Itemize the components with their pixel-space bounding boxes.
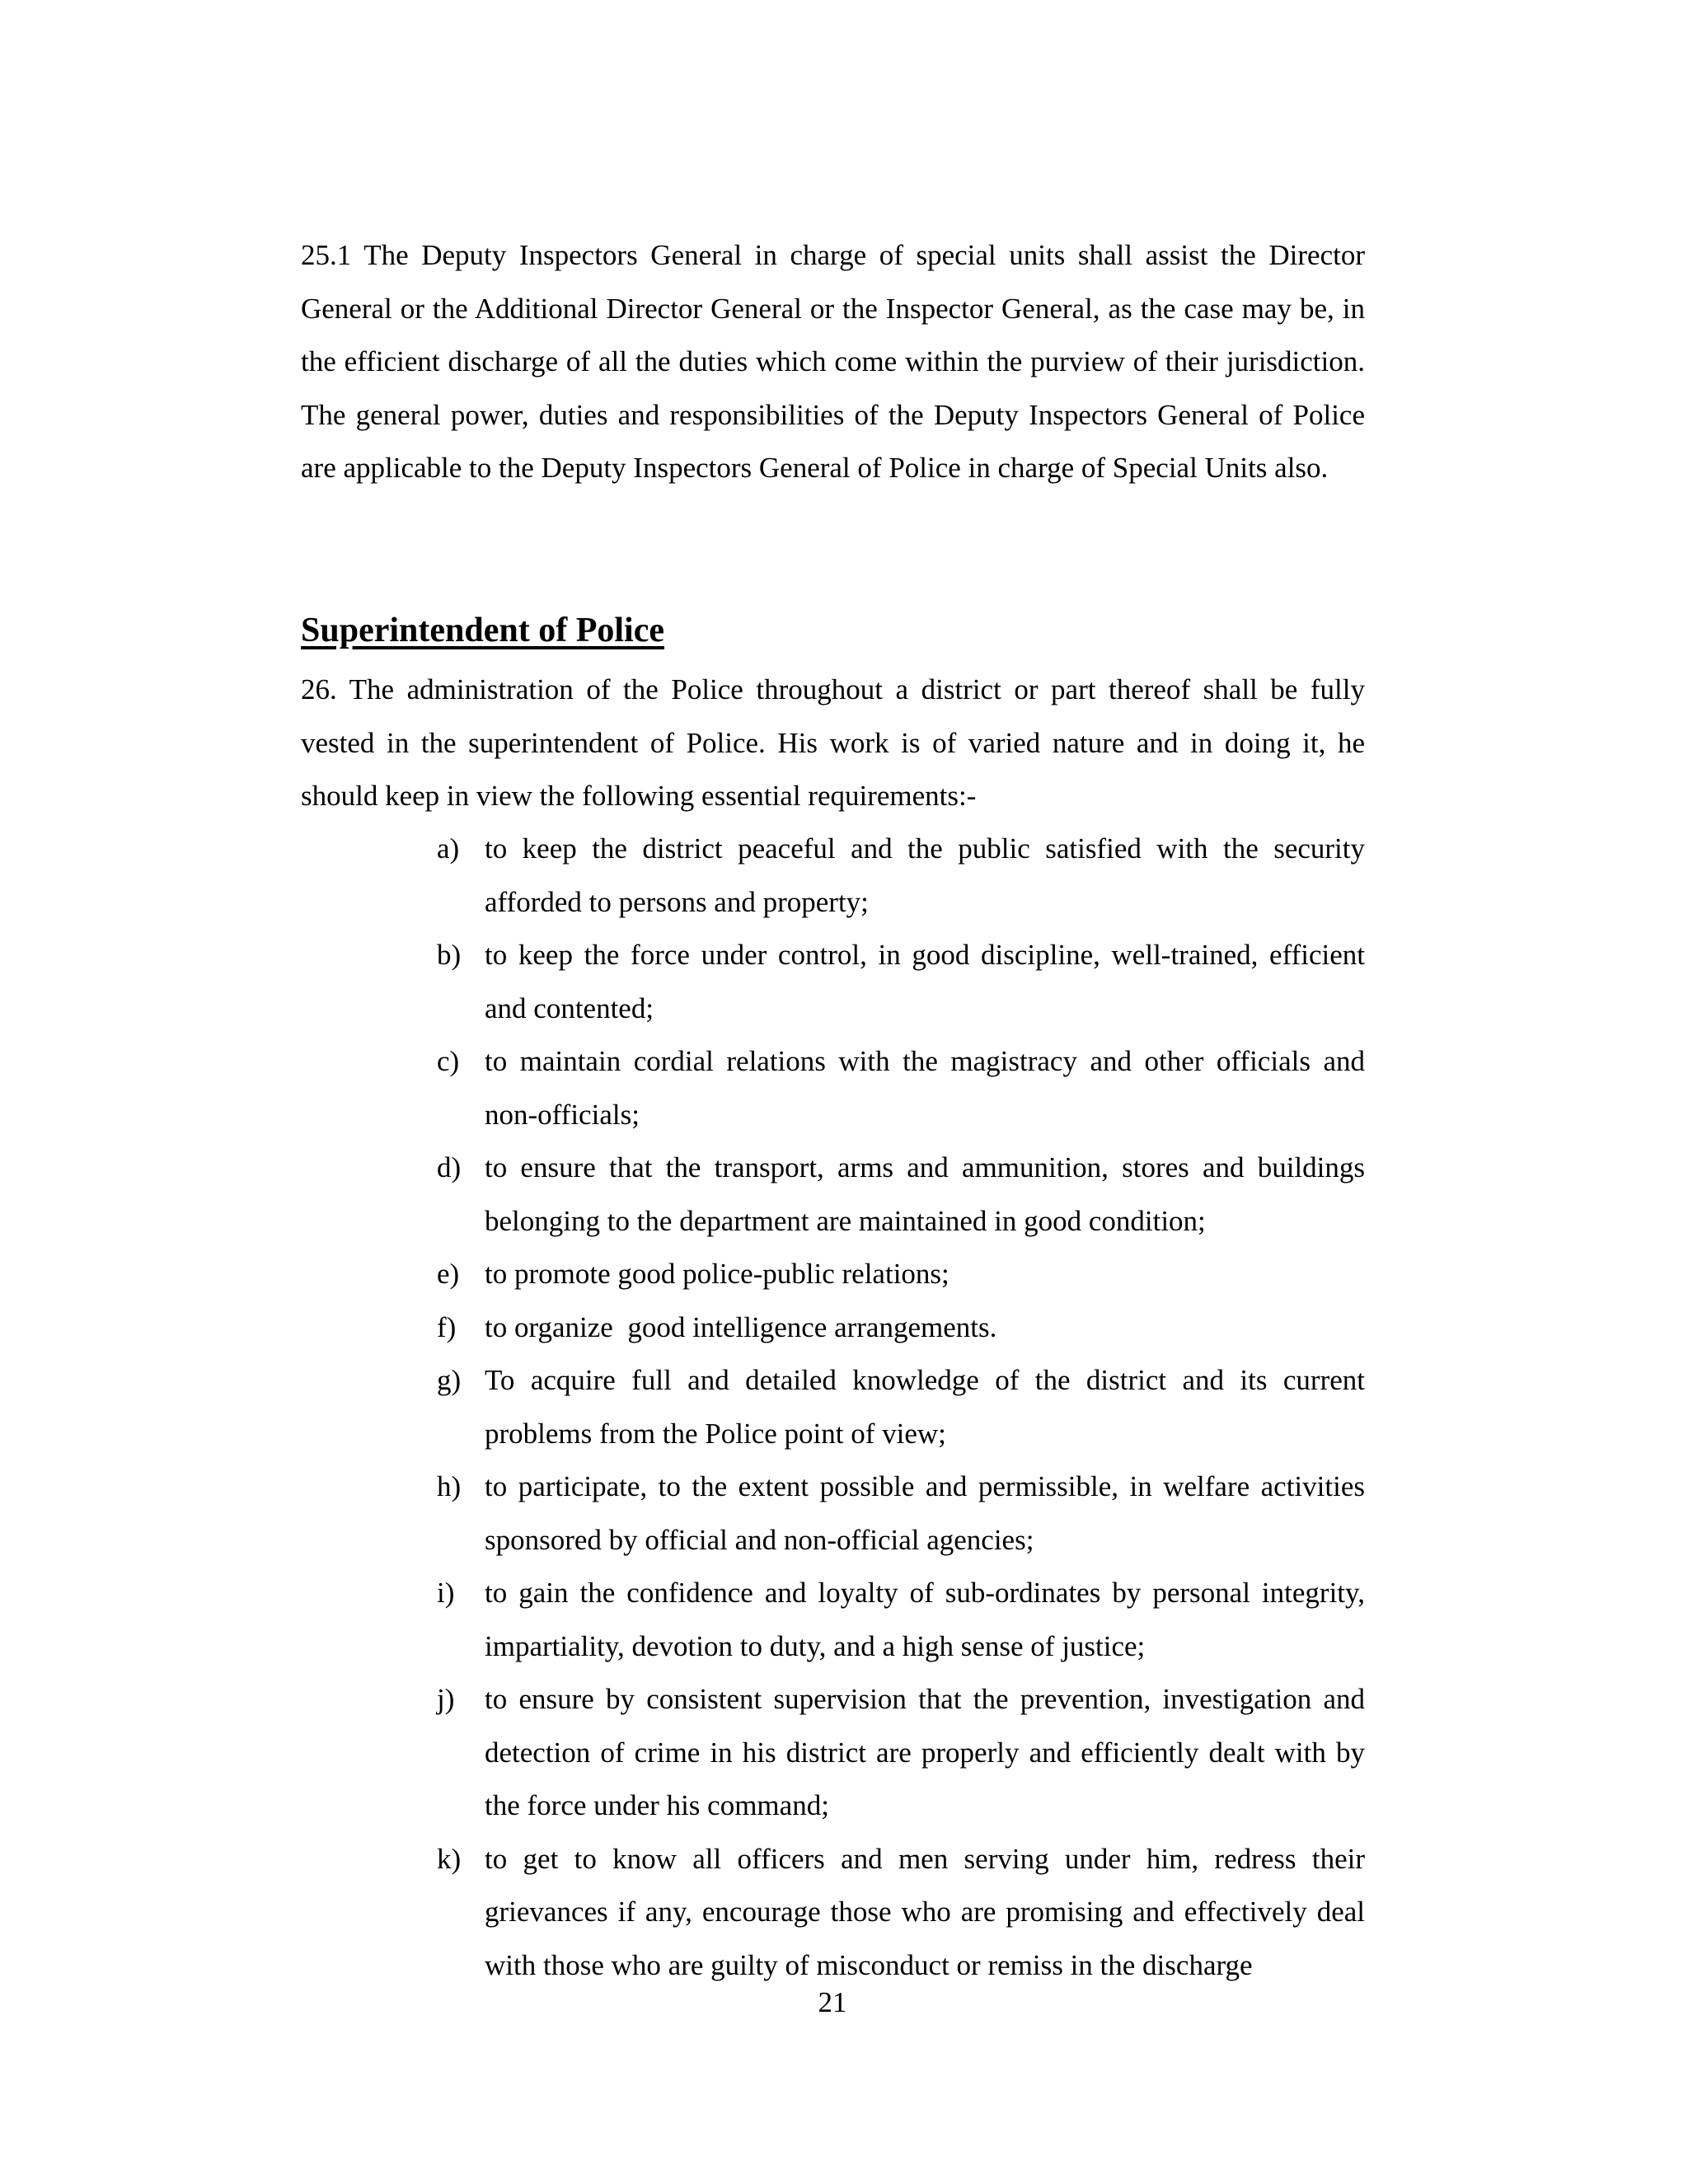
paragraph-25-1: 25.1 The Deputy Inspectors General in charge of special units shall assist the Director General or the Additional Director General or the Inspector General, as the case may be, in the efficient discharge of all the duties which come within the purview of their jurisdiction. The general power, duties and responsibilities of the Deputy Inspectors General of Police are applicable to the Deputy Inspectors General of Police in charge of Special Units also. (301, 239, 1365, 484)
list-item-marker: f) (437, 1310, 457, 1343)
list-item-marker: c) (437, 1045, 460, 1077)
list-item (437, 1833, 1365, 1993)
list-item-text: to gain the confidence and loyalty of sub-ordinates by personal integrity, impartiality, devotion to duty, and a high sense of justice; (485, 1577, 1365, 1662)
list-item-text: to keep the force under control, in good discipline, well-trained, efficient and contented; (485, 939, 1365, 1024)
list-item-text: to maintain cordial relations with the magistracy and other officials and non-officials; (485, 1045, 1365, 1131)
requirements-list (437, 823, 1365, 1992)
list-item (437, 1248, 1365, 1301)
list-item (437, 929, 1365, 1035)
list-item-text: to ensure that the transport, arms and ammunition, stores and buildings belonging to the department are maintained in good condition; (485, 1151, 1365, 1237)
list-item (437, 1301, 1365, 1355)
section-heading: Superintendent of Police (301, 612, 664, 649)
list-item-text: to ensure by consistent supervision that the prevention, investigation and detection of crime in his district are properly and efficiently dealt with by the force under his command; (485, 1683, 1365, 1821)
page-number: 21 (818, 1986, 847, 2018)
paragraph-26: 26. The administration of the Police throughout a district or part thereof shall be fully vested in the superintendent of Police. His work is of varied nature and in doing it, he should keep in view the following essential requirements:- (301, 673, 1365, 812)
list-item (437, 1673, 1365, 1833)
list-item-marker: b) (437, 939, 462, 971)
list-item-text: to get to know all officers and men serving under him, redress their grievances if any, encourage those who are promising and effectively deal with those who are guilty of misconduct or remiss in the discharge (485, 1842, 1365, 1981)
list-item-text: To acquire full and detailed knowledge of the district and its current problems from the Police point of view; (485, 1364, 1365, 1450)
list-item (437, 823, 1365, 929)
list-item-text: to organize good intelligence arrangements. (485, 1310, 997, 1343)
list-item-marker: h) (437, 1470, 462, 1502)
list-item (437, 1354, 1365, 1460)
list-item-marker: j) (437, 1683, 455, 1715)
list-item-marker: g) (437, 1364, 462, 1396)
list-item (437, 1460, 1365, 1567)
list-item-text: to keep the district peaceful and the public satisfied with the security afforded to persons and property; (485, 832, 1365, 918)
list-item-text: to participate, to the extent possible and permissible, in welfare activities sponsored by official and non-official agencies; (485, 1470, 1365, 1556)
list-item-marker: i) (437, 1577, 455, 1609)
list-item-marker: e) (437, 1258, 460, 1290)
list-item (437, 1141, 1365, 1248)
list-item-marker: d) (437, 1151, 462, 1183)
list-item-marker: a) (437, 832, 460, 865)
list-item-text: to promote good police-public relations; (485, 1258, 950, 1290)
list-item-marker: k) (437, 1842, 462, 1875)
list-item (437, 1035, 1365, 1141)
list-item (437, 1567, 1365, 1673)
